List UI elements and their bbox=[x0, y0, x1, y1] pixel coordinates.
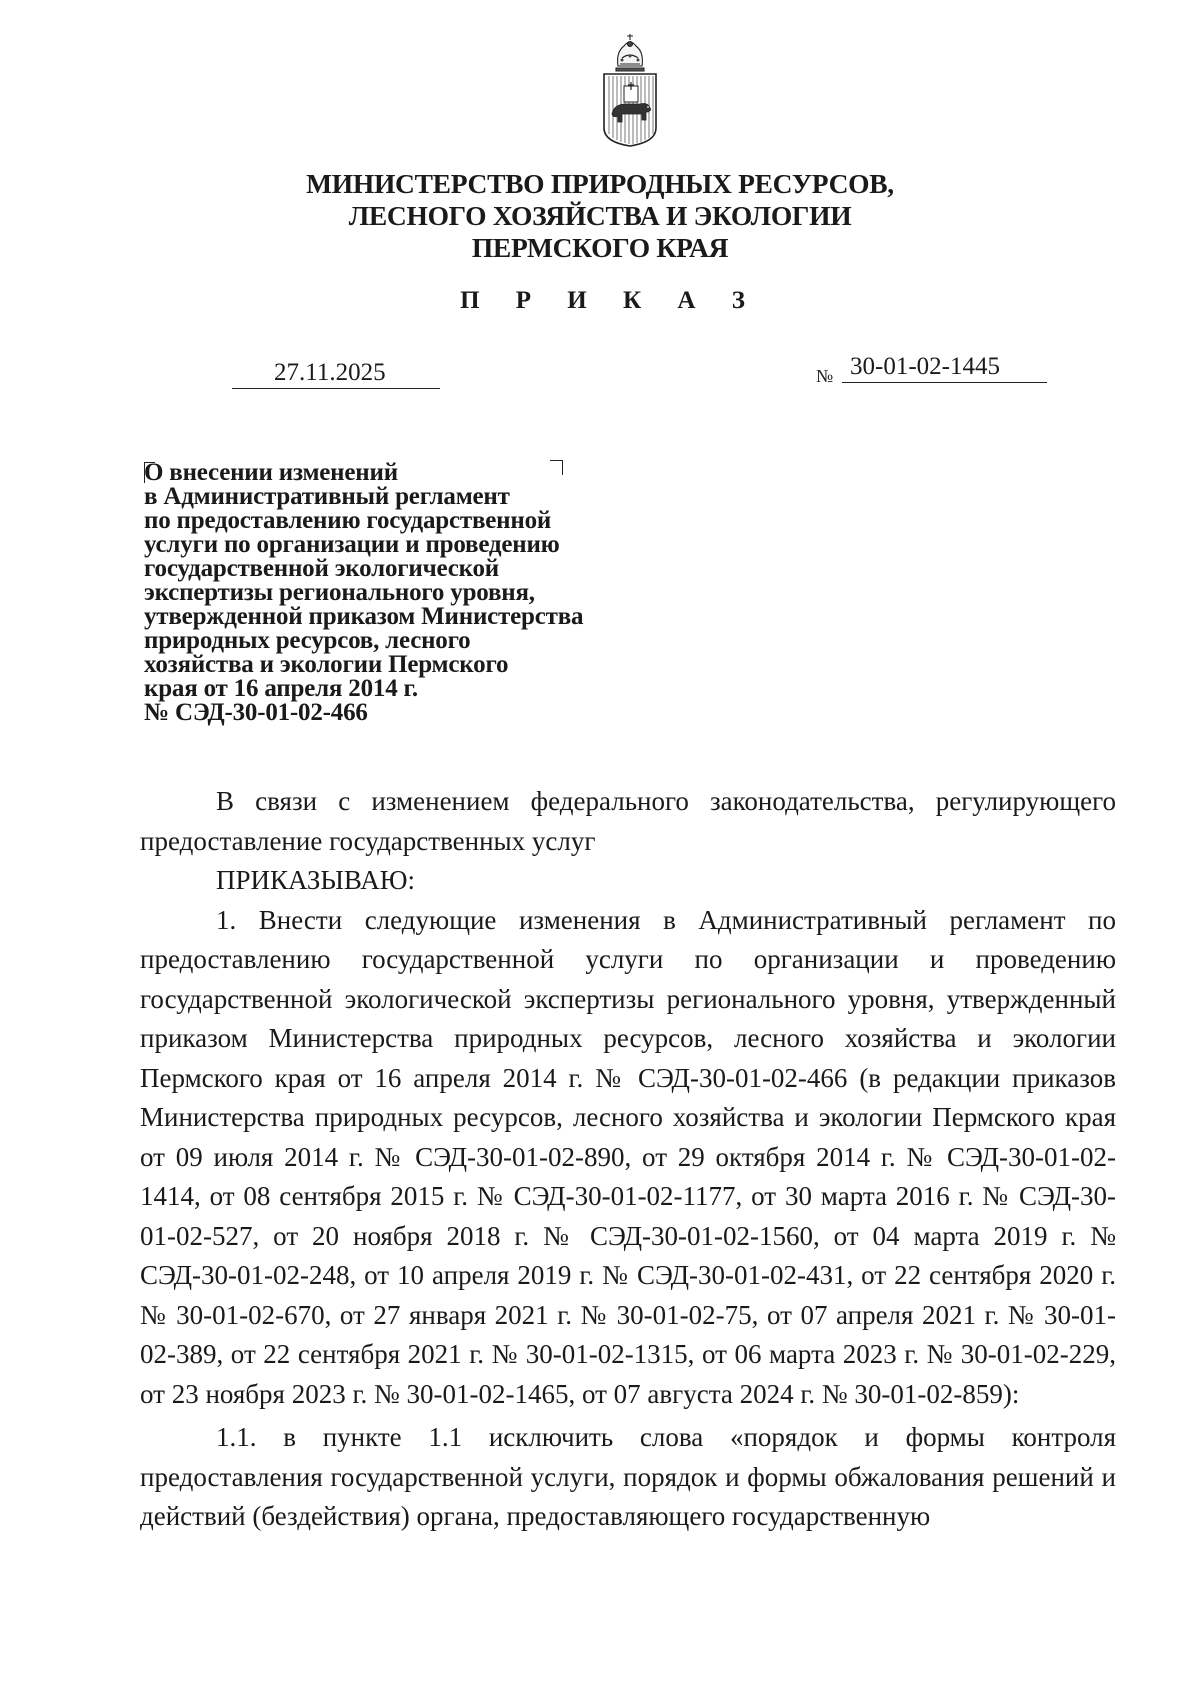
document-body bbox=[140, 782, 1116, 1537]
subject-line: хозяйства и экологии Пермского bbox=[144, 651, 509, 678]
subject-line: экспертизы регионального уровня, bbox=[144, 579, 535, 606]
document-date: 27.11.2025 bbox=[232, 358, 440, 389]
subject-line: природных ресурсов, лесного bbox=[144, 627, 471, 654]
perm-krai-coat-of-arms-icon bbox=[598, 30, 662, 148]
subject-line: услуги по организации и проведению bbox=[144, 531, 560, 558]
preamble-paragraph: В связи с изменением федерального законодательства, регулирующего предоставление государственных услуг bbox=[140, 786, 1116, 856]
ministry-title-line-3: ПЕРМСКОГО КРАЯ bbox=[471, 232, 729, 263]
subject-line: О внесении изменений bbox=[144, 459, 398, 486]
subject-line: края от 16 апреля 2014 г. bbox=[144, 675, 418, 702]
ministry-title bbox=[200, 168, 1000, 264]
subject-line: государственной экологической bbox=[144, 555, 500, 582]
subject-line: № СЭД-30-01-02-466 bbox=[144, 699, 368, 726]
order-word: ПРИКАЗЫВАЮ: bbox=[216, 865, 415, 895]
subject-line: утвержденной приказом Министерства bbox=[144, 603, 584, 630]
document-number-label: № bbox=[816, 366, 834, 386]
document-subject bbox=[144, 461, 664, 725]
item-1-paragraph: 1. Внести следующие изменения в Административный регламент по предоставлению государственной услуги по организации и проведению государственной экологической экспертизы регионального уровня, утвержденный приказом Министерства природных ресурсов, лесного хозяйства и экологии Пермского края от 16 апреля 2014 г. № СЭД-30-01-02-466 (в редакции приказов Министерства природных ресурсов, лесного хозяйства и экологии Пермского края от 09 июля 2014 г. № СЭД-30-01-02-890, от 29 октября 2014 г. № СЭД-30-01-02-1414, от 08 сентября 2015 г. № СЭД-30-01-02-1177, от 30 марта 2016 г. № СЭД-30-01-02-527, от 20 ноября 2018 г. № СЭД-30-01-02-1560, от 04 марта 2019 г. № СЭД-30-01-02-248, от 10 апреля 2019 г. № СЭД-30-01-02-431, от 22 сентября 2020 г. № 30-01-02-670, от 27 января 2021 г. № 30-01-02-75, от 07 апреля 2021 г. № 30-01-02-389, от 22 сентября 2021 г. № 30-01-02-1315, от 06 марта 2023 г. № 30-01-02-229, от 23 ноября 2023 г. № 30-01-02-1465, от 07 августа 2024 г. № 30-01-02-859): bbox=[140, 904, 1116, 1409]
subject-line: по предоставлению государственной bbox=[144, 507, 552, 534]
document-type: П Р И К А З bbox=[460, 287, 760, 314]
subject-line: в Административный регламент bbox=[144, 483, 510, 510]
document-number: 30-01-02-1445 bbox=[842, 352, 1047, 383]
item-1-1-paragraph: 1.1. в пункте 1.1 исключить слова «порядок и формы контроля предоставления государственной услуги, порядок и формы обжалования решений и действий (бездействия) органа, предоставляющего государственную bbox=[140, 1422, 1116, 1531]
ministry-title-line-1: МИНИСТЕРСТВО ПРИРОДНЫХ РЕСУРСОВ, bbox=[306, 168, 894, 199]
ministry-title-line-2: ЛЕСНОГО ХОЗЯЙСТВА И ЭКОЛОГИИ bbox=[348, 200, 852, 231]
